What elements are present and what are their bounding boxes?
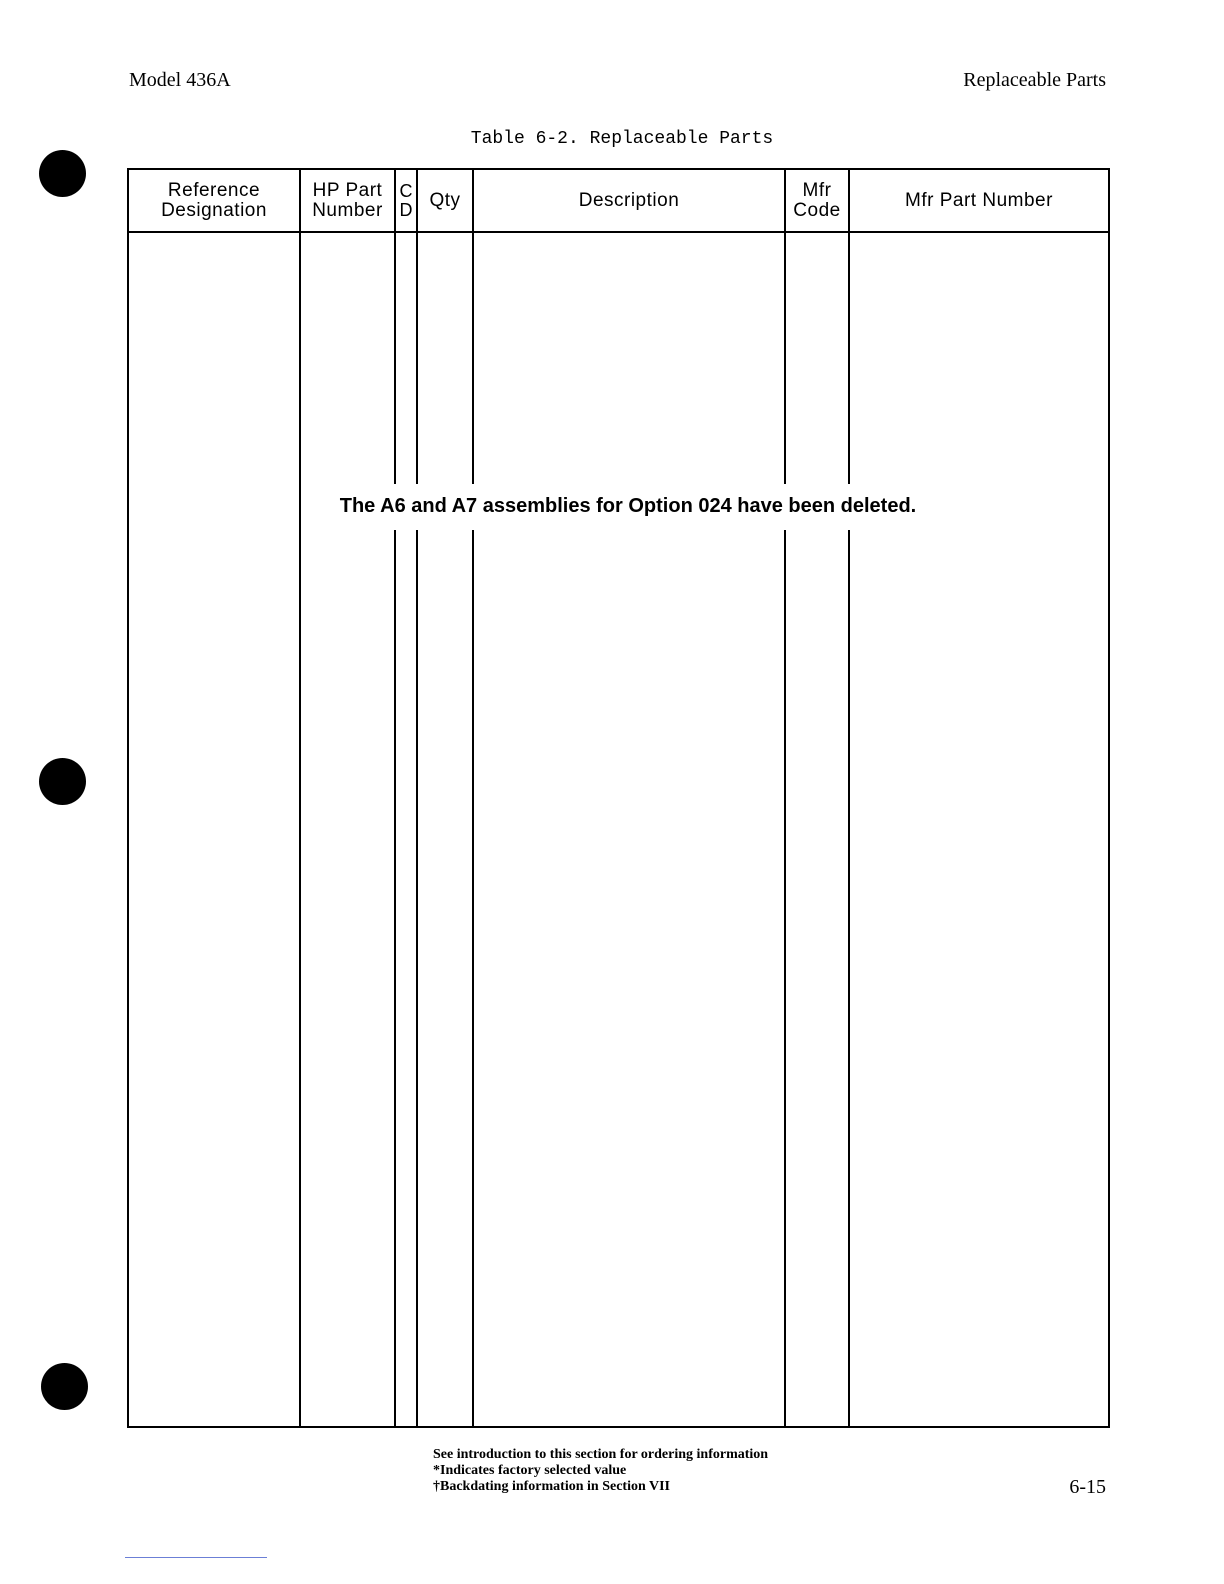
column-rule-4-bottom — [472, 530, 474, 1426]
column-header-hp-part-line1: HP Part — [312, 179, 383, 201]
column-rule-3-bottom — [416, 530, 418, 1426]
column-header-mfr-part-label: Mfr Part Number — [905, 189, 1053, 211]
column-header-mfr-code-line2: Code — [793, 199, 841, 221]
column-header-description-label: Description — [578, 189, 680, 211]
column-header-reference-line2: Designation — [161, 199, 267, 221]
deletion-notice: The A6 and A7 assemblies for Option 024 have been deleted. — [339, 495, 917, 517]
column-header-cd-line2: D — [399, 199, 413, 220]
footnotes — [433, 1447, 768, 1495]
replaceable-parts-table — [127, 168, 1110, 1428]
column-header-description — [474, 170, 784, 231]
table-header-rule — [129, 231, 1108, 233]
column-header-hp-part-number — [301, 170, 394, 231]
page-number: 6-15 — [1069, 1476, 1106, 1498]
column-header-cd-line1: C — [399, 180, 413, 201]
scan-rule — [125, 1557, 267, 1558]
running-header-model: Model 436A — [129, 69, 231, 91]
column-header-mfr-code — [786, 170, 848, 231]
column-header-reference-designation — [129, 170, 299, 231]
column-header-qty — [418, 170, 472, 231]
column-header-mfr-code-line1: Mfr — [802, 179, 832, 201]
running-header-section: Replaceable Parts — [963, 69, 1106, 91]
punch-hole-top — [39, 150, 86, 197]
column-rule-6-bottom — [848, 530, 850, 1426]
column-header-mfr-part-number — [850, 170, 1108, 231]
footnote-backdating: †Backdating information in Section VII — [433, 1479, 670, 1494]
table-title: Table 6-2. Replaceable Parts — [470, 129, 774, 149]
column-header-qty-label: Qty — [429, 189, 461, 211]
column-header-cd — [396, 170, 416, 231]
punch-hole-bottom — [41, 1363, 88, 1410]
column-rule-1 — [299, 170, 301, 1426]
footnote-factory-selected: *Indicates factory selected value — [433, 1463, 627, 1478]
column-rule-5-bottom — [784, 530, 786, 1426]
column-rule-2-bottom — [394, 530, 396, 1426]
punch-hole-middle — [39, 758, 86, 805]
column-header-hp-part-line2: Number — [312, 199, 383, 221]
footnote-ordering: See introduction to this section for ordering information — [433, 1447, 769, 1462]
column-header-reference-line1: Reference — [167, 179, 261, 201]
